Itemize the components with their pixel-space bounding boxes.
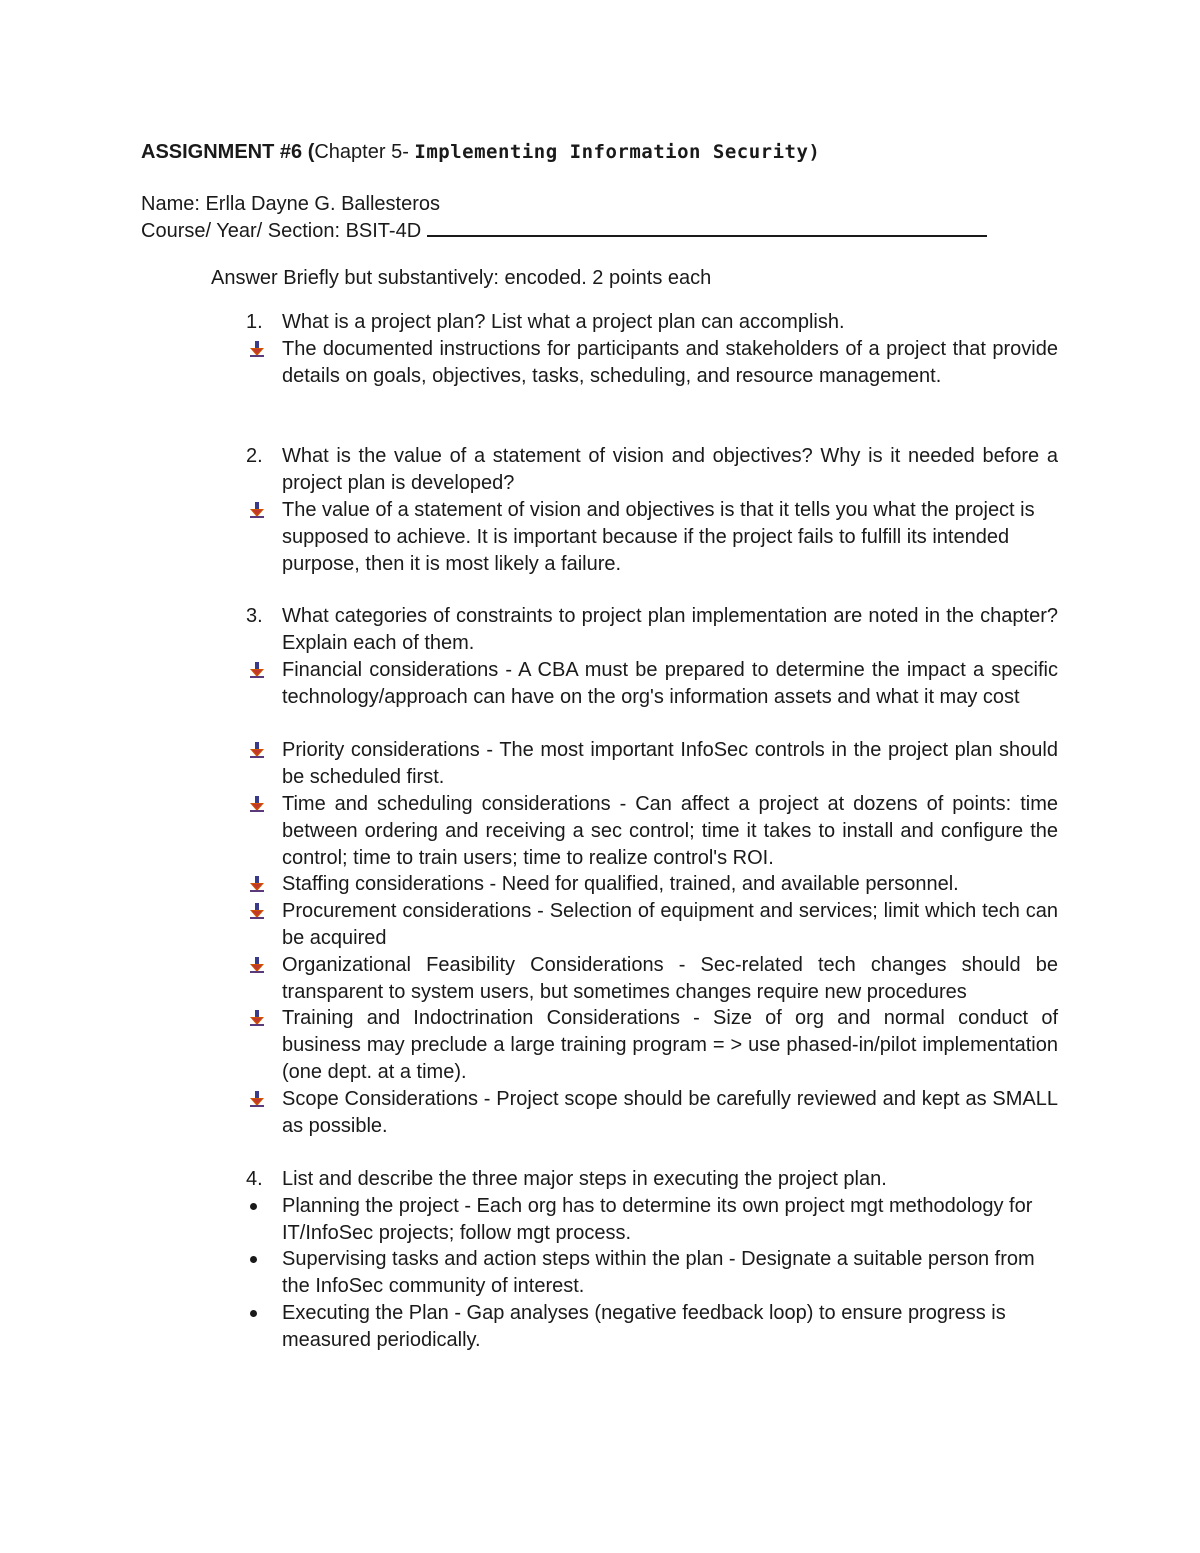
question-number: 1.: [246, 311, 263, 333]
answer-text: The documented instructions for participants and stakeholders of a project that provide details on goals, objectives, tasks, scheduling, and resource management.: [282, 338, 1058, 387]
question-number: 4.: [246, 1168, 263, 1190]
answer-item: [246, 1300, 1046, 1354]
question-text: What categories of constraints to project plan implementation are noted in the chapter? Explain each of them.: [282, 605, 1058, 654]
instructions: Answer Briefly but substantively: encoded. 2 points each: [211, 267, 712, 289]
arrow-bullet-icon: [250, 903, 264, 919]
question-3: [246, 603, 1058, 657]
arrow-bullet-icon: [250, 341, 264, 357]
course-line: [141, 220, 987, 243]
student-name: Name: Erlla Dayne G. Ballesteros: [141, 193, 441, 215]
answer-item: [246, 657, 1058, 711]
topic-label: Implementing Information Security): [414, 141, 821, 163]
question-text: What is a project plan? List what a project plan can accomplish.: [282, 311, 845, 333]
answer-text: Supervising tasks and action steps within the plan - Designate a suitable person from the InfoSec community of interest.: [282, 1248, 1035, 1297]
answer-text: Staffing considerations - Need for qualified, trained, and available personnel.: [282, 873, 959, 895]
answer-item: [246, 336, 1058, 390]
chapter-label: Chapter 5-: [314, 141, 415, 163]
answer-item: [246, 791, 1058, 872]
question-1: [246, 309, 1058, 336]
answer-text: Time and scheduling considerations - Can affect a project at dozens of points: time between ordering and receiving a sec control; time it takes to install and configure the control; time to train users; time to realize control's ROI.: [282, 793, 1058, 869]
answer-item: [246, 737, 1058, 791]
answer-item: [246, 1005, 1058, 1086]
bullet-dot-icon: [250, 1256, 257, 1263]
answer-text: Procurement considerations - Selection of equipment and services; limit which tech can be acquired: [282, 900, 1058, 949]
answer-text: The value of a statement of vision and objectives is that it tells you what the project is supposed to achieve. It is important because if the project fails to fulfill its intended purpose, then it is most likely a failure.: [282, 499, 1035, 575]
assignment-title: [141, 141, 820, 164]
arrow-bullet-icon: [250, 796, 264, 812]
arrow-bullet-icon: [250, 742, 264, 758]
bullet-dot-icon: [250, 1310, 257, 1317]
answer-text: Financial considerations - A CBA must be prepared to determine the impact a specific technology/approach can have on the org's information assets and what it may cost: [282, 659, 1058, 708]
question-number: 2.: [246, 445, 263, 467]
answer-text: Priority considerations - The most important InfoSec controls in the project plan should be scheduled first.: [282, 739, 1058, 788]
question-4: [246, 1166, 1058, 1193]
answer-item: [246, 1246, 1046, 1300]
answer-text: Planning the project - Each org has to determine its own project mgt methodology for IT/InfoSec projects; follow mgt process.: [282, 1195, 1033, 1244]
answer-text: Scope Considerations - Project scope should be carefully reviewed and kept as SMALL as possible.: [282, 1088, 1058, 1137]
arrow-bullet-icon: [250, 1010, 264, 1026]
answer-item: [246, 952, 1058, 1006]
arrow-bullet-icon: [250, 502, 264, 518]
bullet-dot-icon: [250, 1203, 257, 1210]
arrow-bullet-icon: [250, 876, 264, 892]
answer-item: [246, 497, 1046, 578]
question-number: 3.: [246, 605, 263, 627]
answer-item: [246, 898, 1058, 952]
arrow-bullet-icon: [250, 1091, 264, 1107]
question-2: [246, 443, 1058, 497]
answer-text: Organizational Feasibility Considerations - Sec-related tech changes should be transparent to system users, but sometimes changes require new procedures: [282, 954, 1058, 1003]
assignment-label: ASSIGNMENT #6 (: [141, 141, 315, 163]
answer-text: Executing the Plan - Gap analyses (negative feedback loop) to ensure progress is measured periodically.: [282, 1302, 1006, 1351]
question-text: List and describe the three major steps in executing the project plan.: [282, 1168, 887, 1190]
arrow-bullet-icon: [250, 662, 264, 678]
course-text: Course/ Year/ Section: BSIT-4D: [141, 220, 422, 242]
answer-item: [246, 1193, 1046, 1247]
answer-item: [246, 1086, 1058, 1140]
blank-underline: [427, 221, 987, 237]
question-text: What is the value of a statement of vision and objectives? Why is it needed before a project plan is developed?: [282, 445, 1058, 494]
answer-item: [246, 871, 1058, 898]
arrow-bullet-icon: [250, 957, 264, 973]
answer-text: Training and Indoctrination Considerations - Size of org and normal conduct of business may preclude a large training program = > use phased-in/pilot implementation (one dept. at a time).: [282, 1007, 1058, 1083]
